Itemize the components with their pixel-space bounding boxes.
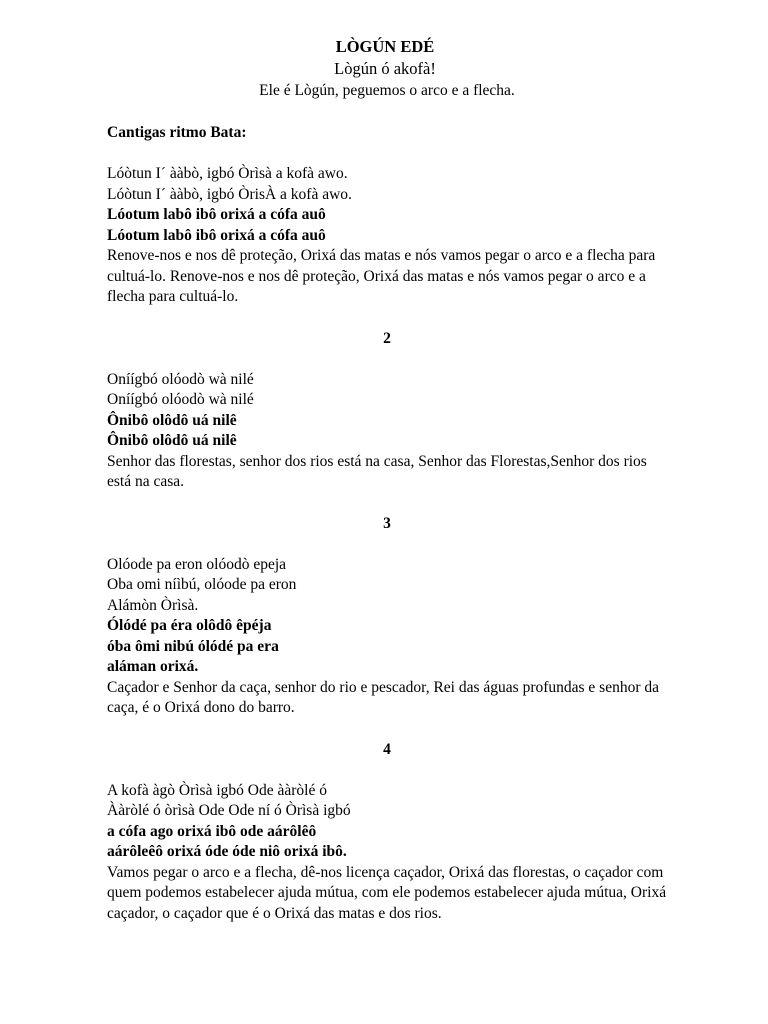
document-title: LÒGÚN EDÉ	[335, 37, 435, 56]
song-translation: Caçador e Senhor da caça, senhor do rio e pescador, Rei das águas profundas e senhor da caça, é o Orixá dono do barro.	[107, 678, 660, 716]
song-section-1	[107, 164, 667, 308]
song-line-phonetic: aláman orixá.	[107, 658, 199, 675]
document-page	[107, 36, 667, 924]
song-translation: Senhor das florestas, senhor dos rios está na casa, Senhor das Florestas,Senhor dos rios está na casa.	[107, 452, 647, 490]
song-line-phonetic: a cófa ago orixá ibô ode aárôlêô	[107, 822, 317, 840]
section-number-3: 3	[383, 514, 391, 532]
song-translation: Vamos pegar o arco e a flecha, dê-nos licença caçador, Orixá das florestas, o caçador com quem podemos estabelecer ajuda mútua, com ele podemos estabelecer ajuda mútua, Orixá caçador, o caçador que é o Orixá das matas e dos rios.	[107, 863, 667, 922]
song-line-phonetic: aárôleêô orixá óde óde niô orixá ibô.	[107, 843, 347, 860]
song-line-phonetic: Ônibô olôdô uá nilê	[107, 411, 237, 429]
song-section-3	[107, 555, 667, 719]
song-line: Lóòtun I´ ààbò, igbó ÒrisÀ a kofà awo.	[107, 185, 352, 203]
song-line: Oníígbó olóodò wà nilé	[107, 391, 254, 408]
song-line-phonetic: Ólódé pa éra olôdô êpéja	[107, 617, 272, 634]
song-line: Oníígbó olóodò wà nilé	[107, 370, 254, 388]
song-line-phonetic: Lóotum labô ibô orixá a cófa auô	[107, 206, 326, 223]
song-line-phonetic: óba ômi nibú ólódé pa era	[107, 637, 279, 655]
section-number-2: 2	[383, 329, 391, 347]
song-line: Ààròlé ó òrìsà Ode Ode ní ó Òrìsà igbó	[107, 802, 351, 819]
song-line: Alámòn Òrìsà.	[107, 596, 199, 614]
song-line: A kofà àgò Òrìsà igbó Ode ààròlé ó	[107, 781, 327, 799]
song-line: Olóode pa eron olóodò epeja	[107, 555, 287, 573]
document-subtitle: Lògún ó akofà!	[334, 59, 436, 78]
section-number-4: 4	[383, 740, 391, 758]
title-block	[107, 36, 667, 101]
document-tagline: Ele é Lògún, peguemos o arco e a flecha.	[259, 82, 515, 99]
song-line-phonetic: Lóotum labô ibô orixá a cófa auô	[107, 226, 326, 244]
section-intro-heading: Cantigas ritmo Bata:	[107, 124, 247, 141]
song-line-phonetic: Ônibô olôdô uá nilê	[107, 432, 237, 449]
song-section-2	[107, 370, 667, 493]
song-section-4	[107, 781, 667, 925]
song-line: Oba omi níìbú, olóode pa eron	[107, 576, 297, 593]
song-translation: Renove-nos e nos dê proteção, Orixá das matas e nós vamos pegar o arco e a flecha para cultuá-lo. Renove-nos e nos dê proteção, Orixá das matas e nós vamos pegar o arco e a flecha para cultuá-lo.	[107, 247, 656, 305]
song-line: Lóòtun I´ ààbò, igbó Òrìsà a kofà awo.	[107, 165, 348, 182]
